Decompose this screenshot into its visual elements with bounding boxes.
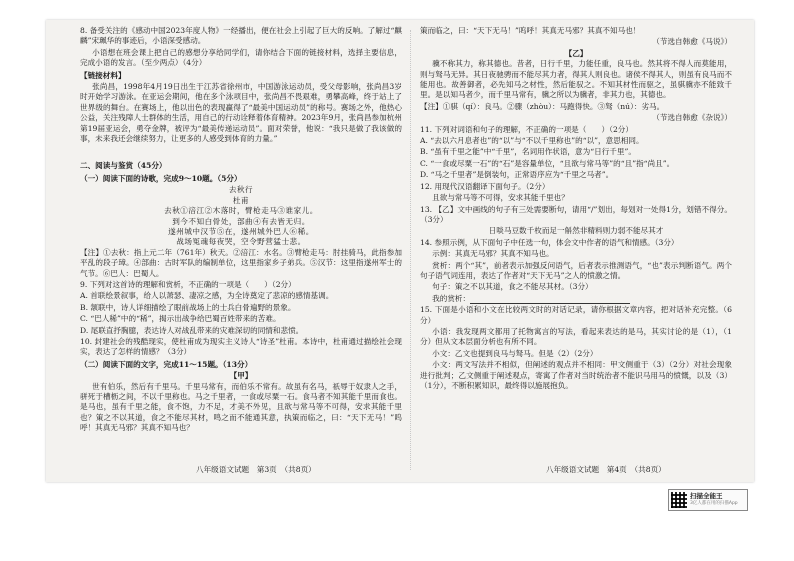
scanner-watermark-badge: [668, 489, 748, 511]
question-14-my-answer: [420, 294, 732, 304]
question-12: 12. 用现代汉语翻译下面句子。（2分）: [420, 181, 550, 191]
poem-author: 杜甫: [232, 195, 250, 205]
badge-subtitle: 3亿人都在用的扫描App: [690, 501, 738, 506]
text-jia-continued: 策而临之，曰：“天下无马！”呜呼！其真无马邪？其真不知马也！: [420, 26, 641, 35]
question-8-instruction: 小语想在班会课上把自己的感想分享给同学们，请你结合下面的链接材料，选择主要信息，完成小语的发言。（至少两点）（4分）: [80, 47, 402, 68]
question-8: 8. 备受关注的《感动中国2023年度人物》一经播出，便在社会上引起了巨大的反响。了解过“麒麟”宋珮华的事迹后，小语深受感动。: [80, 26, 402, 46]
poem-line-1: 去秋①涪江②木落时，臂枪走马③谁家儿。: [164, 206, 318, 216]
question-9-option-c: C. “巴人稀”中的“稀”，揭示出战争给巴蜀百姓带来的苦难。: [80, 314, 281, 324]
text-yi-notes: 【注】①骐（qí）：良马。②骤（zhòu）：马跑得快。③驽（nú）：劣马。: [420, 101, 665, 111]
question-10: 10. 封建社会的残酷现实，使杜甫成为现实主义诗人“诗圣”杜甫。本诗中，杜甫通过描绘社会现实，表达了怎样的情感？（3分）: [80, 336, 402, 357]
poem-notes: 【注】①去秋：指上元二年（761年）秋天。②涪江：水名。③臂枪走马：肘挂骑马，此指参加平乱的段子璋。④部曲：古时军队的编制单位，这里指家乡子弟兵。⑤汉节：这里指遂州军士的气节。⑥巴人：巴蜀人。: [80, 247, 402, 278]
text-jia: 世有伯乐，然后有千里马。千里马常有，而伯乐不常有。故虽有名马，祇辱于奴隶人之手，骈死于槽枥之间，不以千里称也。马之千里者，一食或尽粟一石。食马者不知其能千里而食也。是马也，虽有千里之能，食不饱，力不足，才美不外见，且欲与常马等不可得，安求其能千里也？策之不以其道，食之不能尽其材，鸣之而不能通其意，执策而临之，曰：“天下无马！”呜呼！其真无马邪？其真不知马也？: [80, 381, 402, 433]
badge-title: 扫描全能王: [690, 492, 723, 500]
poem-line-2: 到今不知白骨处，部曲④有去皆无归。: [172, 216, 310, 226]
question-15-dialogue-b: 小文：乙文也提到良马与驽马。但是（2）（2分）: [432, 348, 598, 358]
question-15-dialogue-a: 小语：我发现两文都用了托物寓言的写法，看起来表达的是马，其实讨论的是（1），（1分）但从文本层面分析也有所不同。: [420, 326, 732, 347]
question-11-option-b: B. “虽有千里之能”中“千里”，名词用作状语，意为“日行千里”。: [420, 147, 636, 157]
page-divider: [410, 30, 411, 470]
question-9: 9. 下列对这首诗的理解和赏析，不正确的一项是（ ）（2分）: [80, 279, 296, 289]
text-yi: 骥不称其力，称其德也。昔者，日行千里，力能任重，良马也。然其将不得人而莫能用，则与驽马无异。其日夜驰骋而不能尽其力者，得其人则良也。诸侯不得其人，则虽有良马而不能用也。故善御者，必先知马之材性，然后能驭之。不知其材性而驱之，虽骐骥亦不能致千里。是以知马者少，而千里马常有，骥之所以为骥者，非其力也，其德也。: [420, 59, 732, 100]
text-jia-label: 【甲】: [229, 371, 253, 381]
exam-paper-scan: [46, 20, 754, 482]
question-14-sentence: 句子：策之不以其道，食之不能尽其材。（3分）: [432, 282, 593, 292]
question-11-option-c: C. “一食或尽粟一石”的“石”是容量单位，“且欲与常马等”的“且”指“尚且”。: [420, 158, 675, 168]
question-14-example: 示例：其真无马邪？其真不知马也。: [432, 249, 554, 259]
left-page: [80, 26, 402, 435]
right-page: [420, 26, 732, 392]
page-footer-left: 八年级语文试题 第3页 （共8页）: [196, 465, 316, 474]
link-material-label: 【链接材料】: [80, 70, 126, 80]
badge-text: [690, 493, 738, 507]
poem-line-4: 战场冤魂每夜哭，空令野营猛士悲。: [176, 237, 306, 247]
section-2-heading: 二、阅读与鉴赏（45分）: [80, 161, 167, 171]
question-9-option-a: A. 首联绘景叙事，给人以萧瑟、凄凉之感，为全诗奠定了悲凉的感情基调。: [80, 291, 334, 301]
answer-blank[interactable]: [470, 295, 630, 304]
source-yi: （节选自韩愈《杂说》）: [652, 113, 732, 123]
question-12-sentence: 且欲与常马等不可得，安求其能千里也？: [432, 193, 569, 203]
question-11-option-d: D. “马之千里者”是倒装句，正常语序应为“千里之马者”。: [420, 170, 614, 180]
poem-title: 去秋行: [228, 185, 254, 195]
question-9-option-d: D. 尾联直抒胸臆，表达诗人对战乱带来的灾难深切的同情和悲愤。: [80, 325, 304, 335]
question-13: 13. 【乙】文中画线的句子有三处需要断句，请用“/”划出，每划对一处得1分，划错不得分。（3分）: [420, 204, 732, 224]
part-2-heading: （二）阅读下面的文字，完成11～15题。（13分）: [80, 359, 253, 369]
qr-code-icon: [671, 492, 687, 508]
my-answer-label: 我的赏析：: [432, 293, 471, 303]
question-11-option-a: A. “去以六月息者也”的“以”与“不以千里称也”的“以”，意思相同。: [420, 136, 644, 146]
source-jia: （节选自韩愈《马说》）: [652, 37, 732, 47]
question-14-analysis: 赏析：两个“其”，前者表示加强反问语气，后者表示推测语气，“也”表示判断语气。两个句子语气词连用，表达了作者对“天下无马”之人的愤激之情。: [420, 260, 732, 280]
question-15-dialogue-c: 小文：两文写法并不相似，但阐述的观点并不相同：甲文侧重于（3）（2分）对社会现象进行批判；乙文侧重于阐述观点，寄寓了作者对当时统治者不能识马用马的愤慨，以及（3）（1分），不断积累知识，最终得以施展抱负。: [420, 360, 732, 390]
question-9-option-b: B. 颔联中，诗人详细描绘了眼前战场上的士兵白骨遍野的景象。: [80, 302, 296, 312]
answer-space: [80, 145, 402, 159]
question-13-sentence: 日啖马豆数千枚而足一斛然非精料则力弱不能尽其才: [488, 226, 664, 236]
question-11: 11. 下列对词语和句子的理解，不正确的一项是（ ）（2分）: [420, 124, 633, 134]
link-material-text: 张尚昌，1998年4月19日出生于江苏省徐州市，中国游泳运动员，受父母影响，张尚昌3岁时开始学习游泳。在亚运会期间，他在多个泳项目中，张尚昌不畏艰难，勇攀高峰，终于站上了世界级的舞台。在赛场上，他以出色的表现赢得了“最美中国运动员”的称号。赛场之外，他热心公益，关注残障人士群体的生活，用自己的行动诠释着体育精神。2023年9月，张尚昌参加杭州第19届亚运会，勇夺金牌，被评为“最美传递运动员”。面对荣誉，他说：“我只是做了我该做的事，未来我还会继续努力，让更多的人感受到体育的力量。”: [80, 82, 402, 144]
page-footer-right: 八年级语文试题 第4页 （共8页）: [546, 465, 666, 474]
question-15: 15. 下面是小语和小文在比较两文时的对话记录，请你根据文章内容，把对话补充完整。（6分）: [420, 305, 732, 325]
question-14: 14. 参照示例，从下面句子中任选一句，体会文中作者的语气和情感。（3分）: [420, 237, 679, 247]
poem-line-3: 遂州城中汉节⑤在，遂州城外巴人⑥稀。: [168, 226, 314, 236]
part-1-heading: （一）阅读下面的诗歌，完成9～10题。（5分）: [80, 173, 242, 183]
text-yi-label: 【乙】: [564, 48, 588, 58]
